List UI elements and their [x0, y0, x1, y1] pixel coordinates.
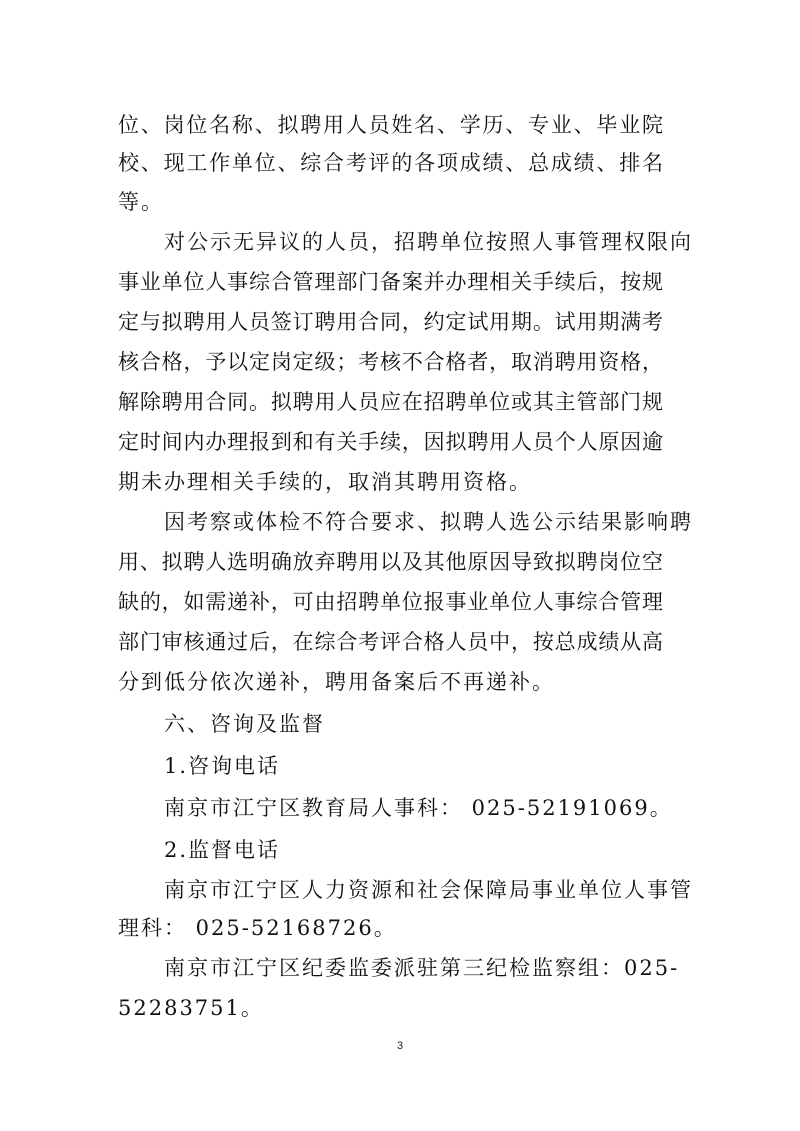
paragraph-line: 定时间内办理报到和有关手续，因拟聘用人员个人原因逾	[118, 430, 663, 454]
paragraph-line: 因考察或体检不符合要求、拟聘人选公示结果影响聘	[164, 510, 693, 534]
paragraph-line: 等。	[118, 190, 164, 214]
section-heading: 六、咨询及监督	[164, 712, 325, 736]
paragraph-line: 用、拟聘人选明确放弃聘用以及其他原因导致拟聘岗位空	[118, 550, 663, 574]
page-number: 3	[396, 1040, 404, 1052]
paragraph-line: 事业单位人事综合管理部门备案并办理相关手续后，按规	[118, 270, 663, 294]
paragraph-line: 对公示无异议的人员，招聘单位按照人事管理权限向	[164, 230, 693, 254]
paragraph-line: 缺的，如需递补，可由招聘单位报事业单位人事综合管理	[118, 590, 663, 614]
subsection-heading: 2.监督电话	[164, 838, 281, 862]
subsection-heading: 1.咨询电话	[164, 754, 281, 778]
paragraph-line: 部门审核通过后，在综合考评合格人员中，按总成绩从高	[118, 630, 663, 654]
contact-line: 南京市江宁区教育局人事科： 025-52191069。	[164, 796, 673, 820]
contact-line: 南京市江宁区纪委监委派驻第三纪检监察组：025-	[164, 956, 680, 980]
contact-line: 理科： 025-52168726。	[118, 916, 397, 940]
paragraph-line: 定与拟聘用人员签订聘用合同，约定试用期。试用期满考	[118, 310, 663, 334]
contact-line: 南京市江宁区人力资源和社会保障局事业单位人事管	[164, 878, 693, 902]
paragraph-line: 解除聘用合同。拟聘用人员应在招聘单位或其主管部门规	[118, 390, 663, 414]
paragraph-line: 分到低分依次递补，聘用备案后不再递补。	[118, 670, 555, 694]
paragraph-line: 校、现工作单位、综合考评的各项成绩、总成绩、排名	[118, 151, 663, 175]
paragraph-line: 期未办理相关手续的，取消其聘用资格。	[118, 470, 532, 494]
paragraph-line: 核合格，予以定岗定级；考核不合格者，取消聘用资格，	[118, 350, 663, 374]
paragraph-line: 位、岗位名称、拟聘用人员姓名、学历、专业、毕业院	[118, 113, 663, 137]
contact-line: 52283751。	[118, 996, 264, 1020]
